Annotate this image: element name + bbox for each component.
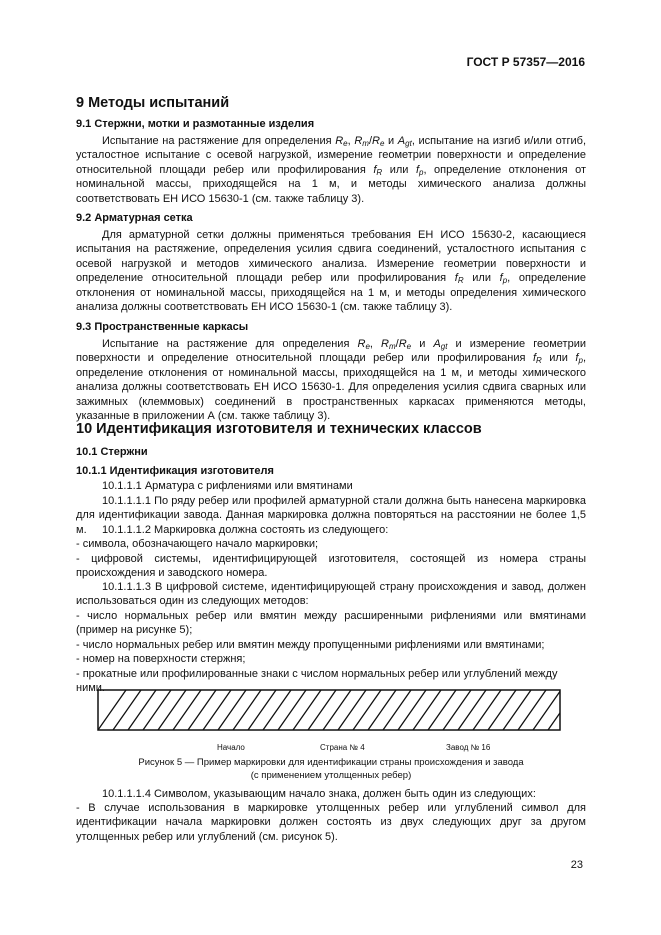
list-item-digital-system: - цифровой системы, идентифицирующей изготовителя, состоящей из номера страны происхождения и заводского номера. [76, 553, 586, 580]
clause-10-1-1-1-1: 10.1.1.1.1 По ряду ребер или профилей арматурной стали должна быть нанесена маркировка для идентификации завода. Данная маркировка должна повторяться на расстоянии не более 1,5 м. [76, 495, 586, 536]
figure-5-caption [76, 756, 586, 782]
standard-header: ГОСТ Р 57357—2016 [466, 55, 585, 69]
rebar-rib-pattern [90, 690, 570, 730]
section-9-1-title: 9.1 Стержни, мотки и размотанные изделия [76, 118, 315, 130]
clause-10-1-1-1-2: 10.1.1.1.2 Маркировка должна состоять из следующего: [102, 524, 389, 536]
section-9-1-text: Испытание на растяжение для определения $R_e$, $R_m/R_e$ и $A_{gt}$, испытание на изгиб и/или отгиб, усталостное испытание с осевой нагрузкой, измерение геометрии поверхности и определение относительной площади ребер или профилирования $f_R$ или $f_p$, определение отклонения от номинальной массы, приходящейся на 1 м, и методы химического анализа должны соответствовать ЕН ИСО 15630-1 (см. также таблицу 3). [76, 135, 587, 205]
clause-10-1-1-1: 10.1.1.1 Арматура с рифлениями или вмятинами [102, 480, 353, 492]
page-number: 23 [570, 859, 583, 871]
list-item-start-symbol: - В случае использования в маркировке утолщенных ребер или углублений символ для идентификации начала маркировки должен состоять из двух следующих друг за другом утолщенных ребер или углублений (см. рисунок 5). [76, 802, 586, 843]
list-item-method-skipped: - число нормальных ребер или вмятин между пропущенными рифлениями или вмятинами; [76, 639, 545, 651]
section-9-title: 9 Методы испытаний [76, 95, 230, 111]
label-start: Начало [217, 743, 245, 752]
label-factory: Завод № 16 [446, 743, 491, 752]
figure-5-caption-line1: Рисунок 5 — Пример маркировки для идентификации страны происхождения и завода [138, 757, 524, 768]
section-10-title: 10 Идентификация изготовителя и технических классов [76, 421, 482, 437]
clause-10-1-1-1-3: 10.1.1.1.3 В цифровой системе, идентифицирующей страну происхождения и завод, должен использоваться один из следующих методов: [76, 581, 586, 608]
figure-5-caption-line2: (с применением утолщенных ребер) [250, 770, 412, 781]
section-10-1-title: 10.1 Стержни [76, 446, 148, 458]
figure-5-marking-diagram [90, 688, 570, 764]
label-country: Страна № 4 [320, 743, 365, 752]
section-9-3-text: Испытание на растяжение для определения $R_e$, $R_m/R_e$ и $A_{gt}$ и измерение геометрии поверхности и определение относительной площади ребер или профилирования $f_R$ или $f_p$, определение отклонения от номинальной массы, приходящейся на 1 м, и методы химического анализа должны соответствовать ЕН ИСО 15630-1. Для определения усилия сдвига сварных или зажимных (клеммовых) соединений в пространственных каркасах применяются методы, указанные в приложении А (см. также таблицу 3). [76, 338, 586, 423]
section-9-2-title: 9.2 Арматурная сетка [76, 212, 193, 224]
section-9-2-text: Для арматурной сетки должны применяться требования ЕН ИСО 15630-2, касающиеся испытания на растяжение, определения усилия сдвига соединений, усталостного испытания с осевой нагрузкой и методов химического анализа. Измерение геометрии поверхности и определение относительной площади ребер или профилирования $f_R$ или $f_p$, определение отклонения от номинальной массы, приходящейся на 1 м, и методы определения химического анализа должны соответствовать ЕН ИСО 15630-1 (см. также таблицу 3). [76, 229, 586, 314]
list-item-symbol: - символа, обозначающего начало маркировки; [76, 538, 319, 550]
list-item-method-number: - номер на поверхности стержня; [76, 653, 246, 665]
clause-10-1-1-1-4: 10.1.1.1.4 Символом, указывающим начало знака, должен быть один из следующих: [102, 788, 536, 800]
list-item-method-rolled: - прокатные или профилированные знаки с числом нормальных ребер или углублений между ними. [76, 668, 558, 695]
list-item-method-expanded: - число нормальных ребер или вмятин между расширенными рифлениями или вмятинами (пример на рисунке 5); [76, 610, 586, 637]
section-10-1-1-title: 10.1.1 Идентификация изготовителя [76, 465, 274, 477]
section-9-3-title: 9.3 Пространственные каркасы [76, 321, 249, 333]
